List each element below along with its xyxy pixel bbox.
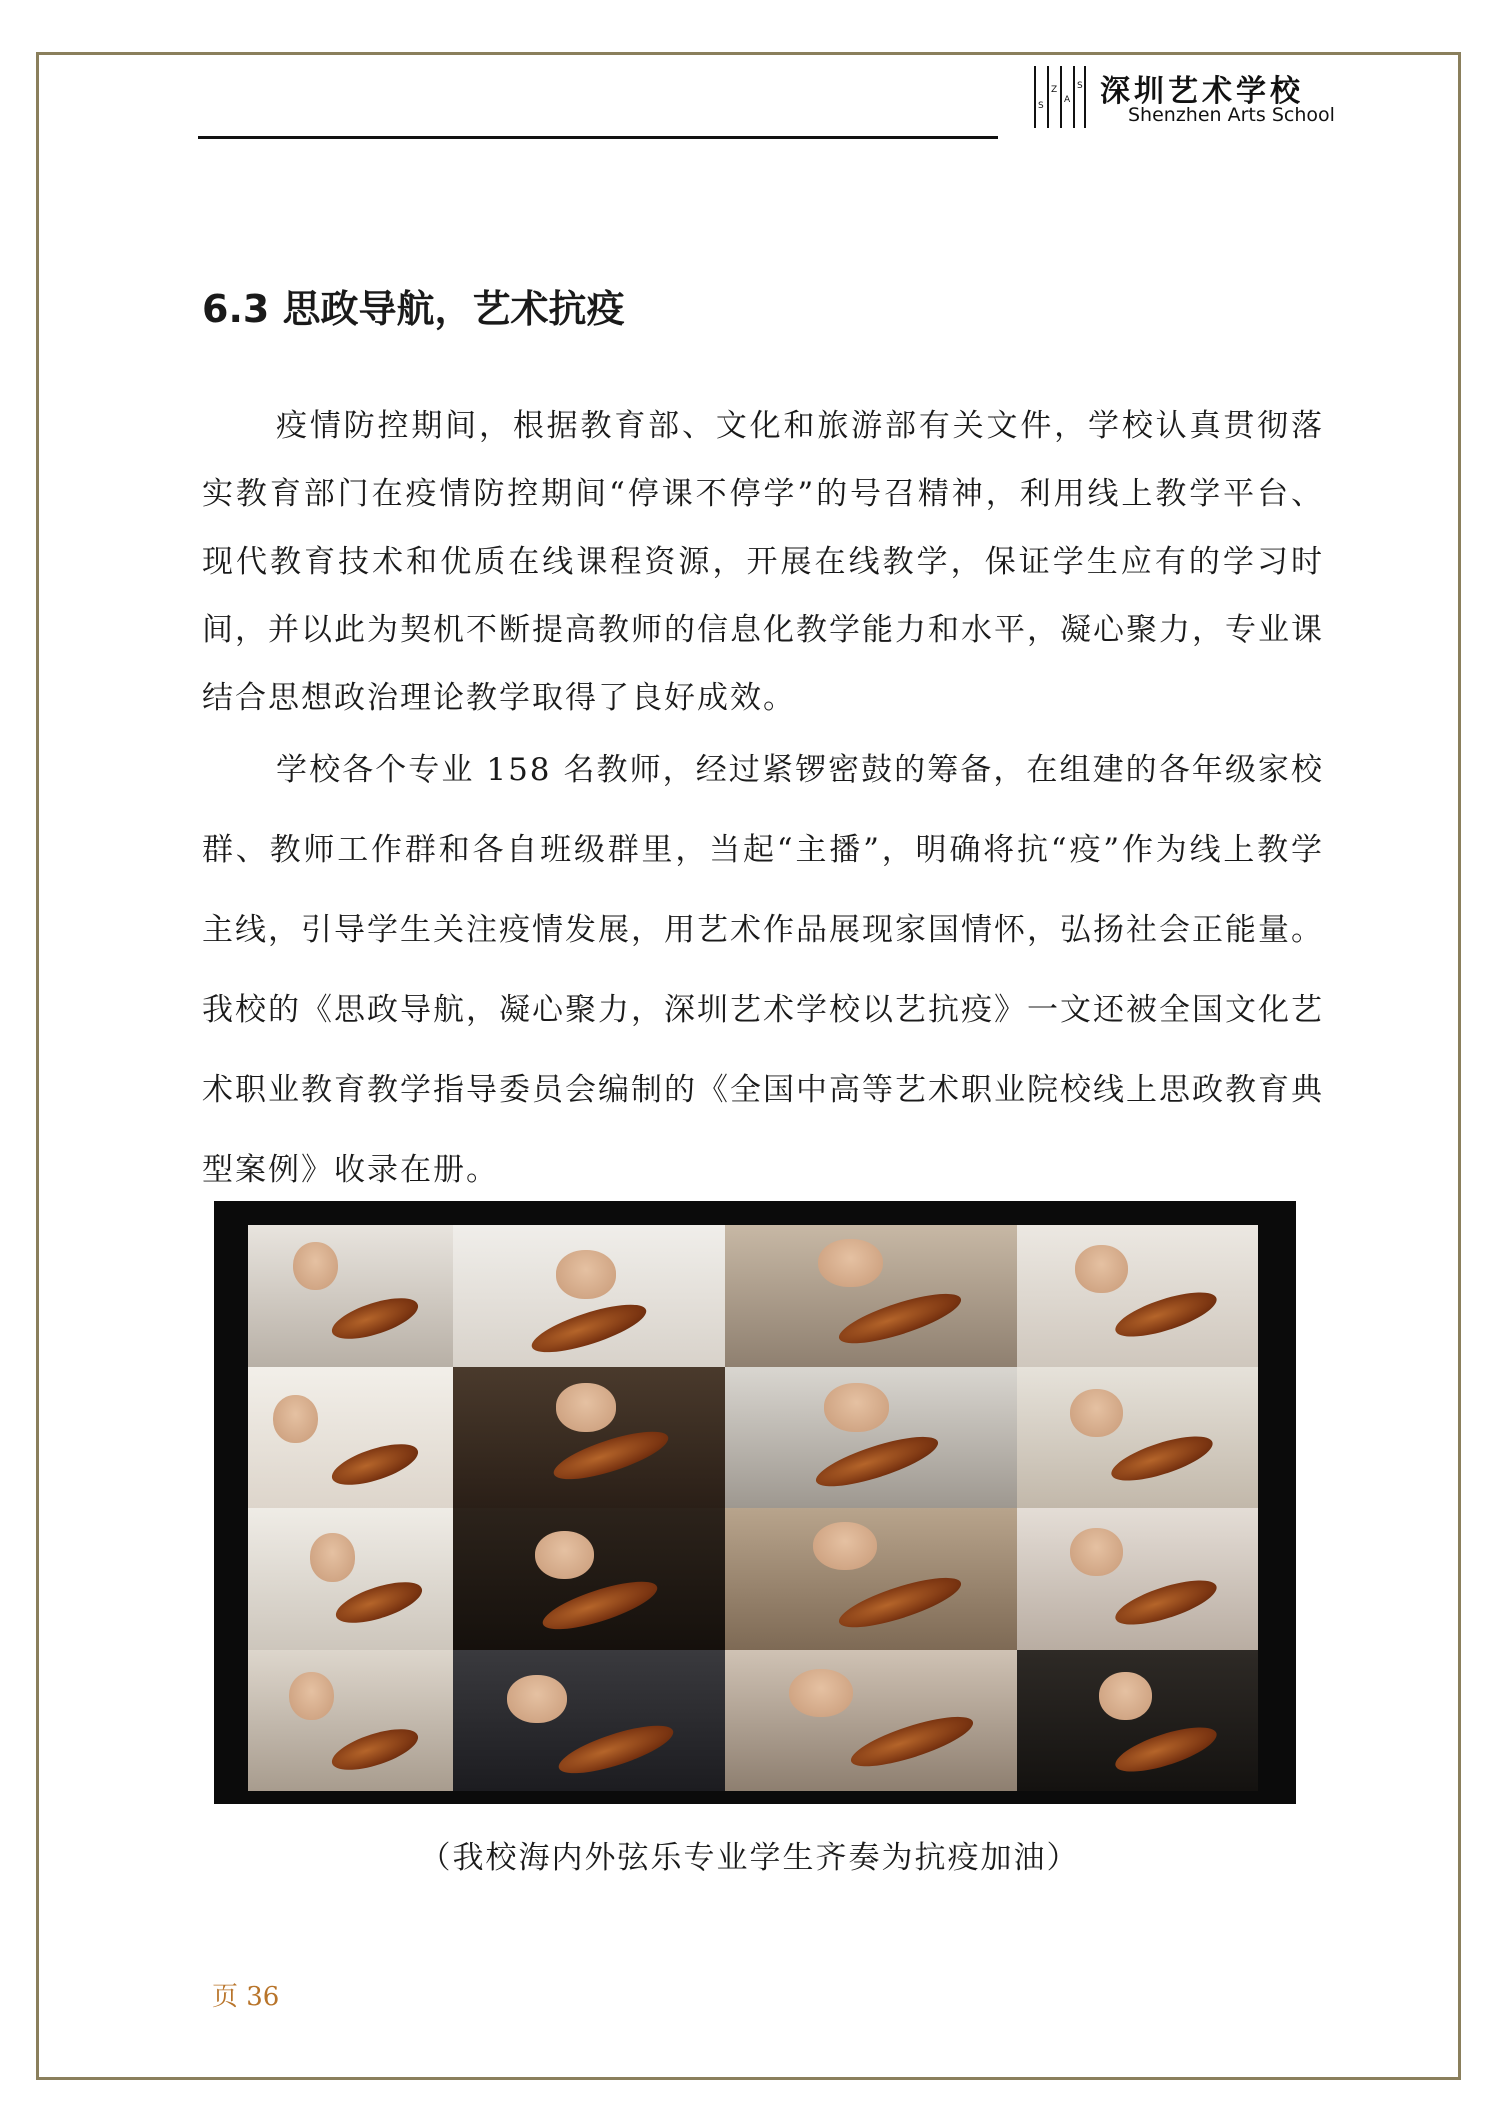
video-tile [248,1367,453,1509]
video-tile [1017,1650,1258,1792]
video-call-grid [248,1225,1258,1791]
video-tile [248,1650,453,1792]
svg-text:A: A [1064,95,1071,105]
video-tile [725,1508,1017,1650]
paragraph-1: 疫情防控期间，根据教育部、文化和旅游部有关文件，学校认真贯彻落实教育部门在疫情防控期间“停课不停学”的号召精神，利用线上教学平台、现代教育技术和优质在线课程资源，开展在线教学，保证学生应有的学习时间，并以此为契机不断提高教师的信息化教学能力和水平，凝心聚力，专业课结合思想政治理论教学取得了良好成效。 [202,408,1324,716]
school-logo-mark [1032,62,1088,132]
photo-caption: （我校海内外弦乐专业学生齐奏为抗疫加油） [419,1840,1080,1876]
video-tile [1017,1367,1258,1509]
school-name-cn: 深圳艺术学校 [1100,74,1304,109]
video-tile [453,1650,725,1792]
section-title: 6.3 思政导航，艺术抗疫 [202,287,625,331]
school-logo [1032,60,1335,136]
svg-text:S: S [1038,101,1044,111]
video-tile [725,1650,1017,1792]
school-name-en: Shenzhen Arts School [1128,104,1335,126]
video-tile [453,1367,725,1509]
header-rule [198,136,998,139]
video-tile [1017,1225,1258,1367]
violin-ensemble-photo [214,1201,1296,1804]
video-tile [725,1225,1017,1367]
svg-text:Z: Z [1051,85,1058,95]
video-tile [453,1508,725,1650]
video-tile [1017,1508,1258,1650]
video-tile [453,1225,725,1367]
svg-text:S: S [1077,81,1083,91]
video-tile [248,1508,453,1650]
page-number: 页 36 [212,1982,280,2012]
paragraph-2: 学校各个专业 158 名教师，经过紧锣密鼓的筹备，在组建的各年级家校群、教师工作群和各自班级群里，当起“主播”，明确将抗“疫”作为线上教学主线，引导学生关注疫情发展，用艺术作品展现家国情怀，弘扬社会正能量。我校的《思政导航，凝心聚力，深圳艺术学校以艺抗疫》一文还被全国文化艺术职业教育教学指导委员会编制的《全国中高等艺术职业院校线上思政教育典型案例》收录在册。 [202,752,1324,1188]
video-tile [248,1225,453,1367]
video-tile [725,1367,1017,1509]
